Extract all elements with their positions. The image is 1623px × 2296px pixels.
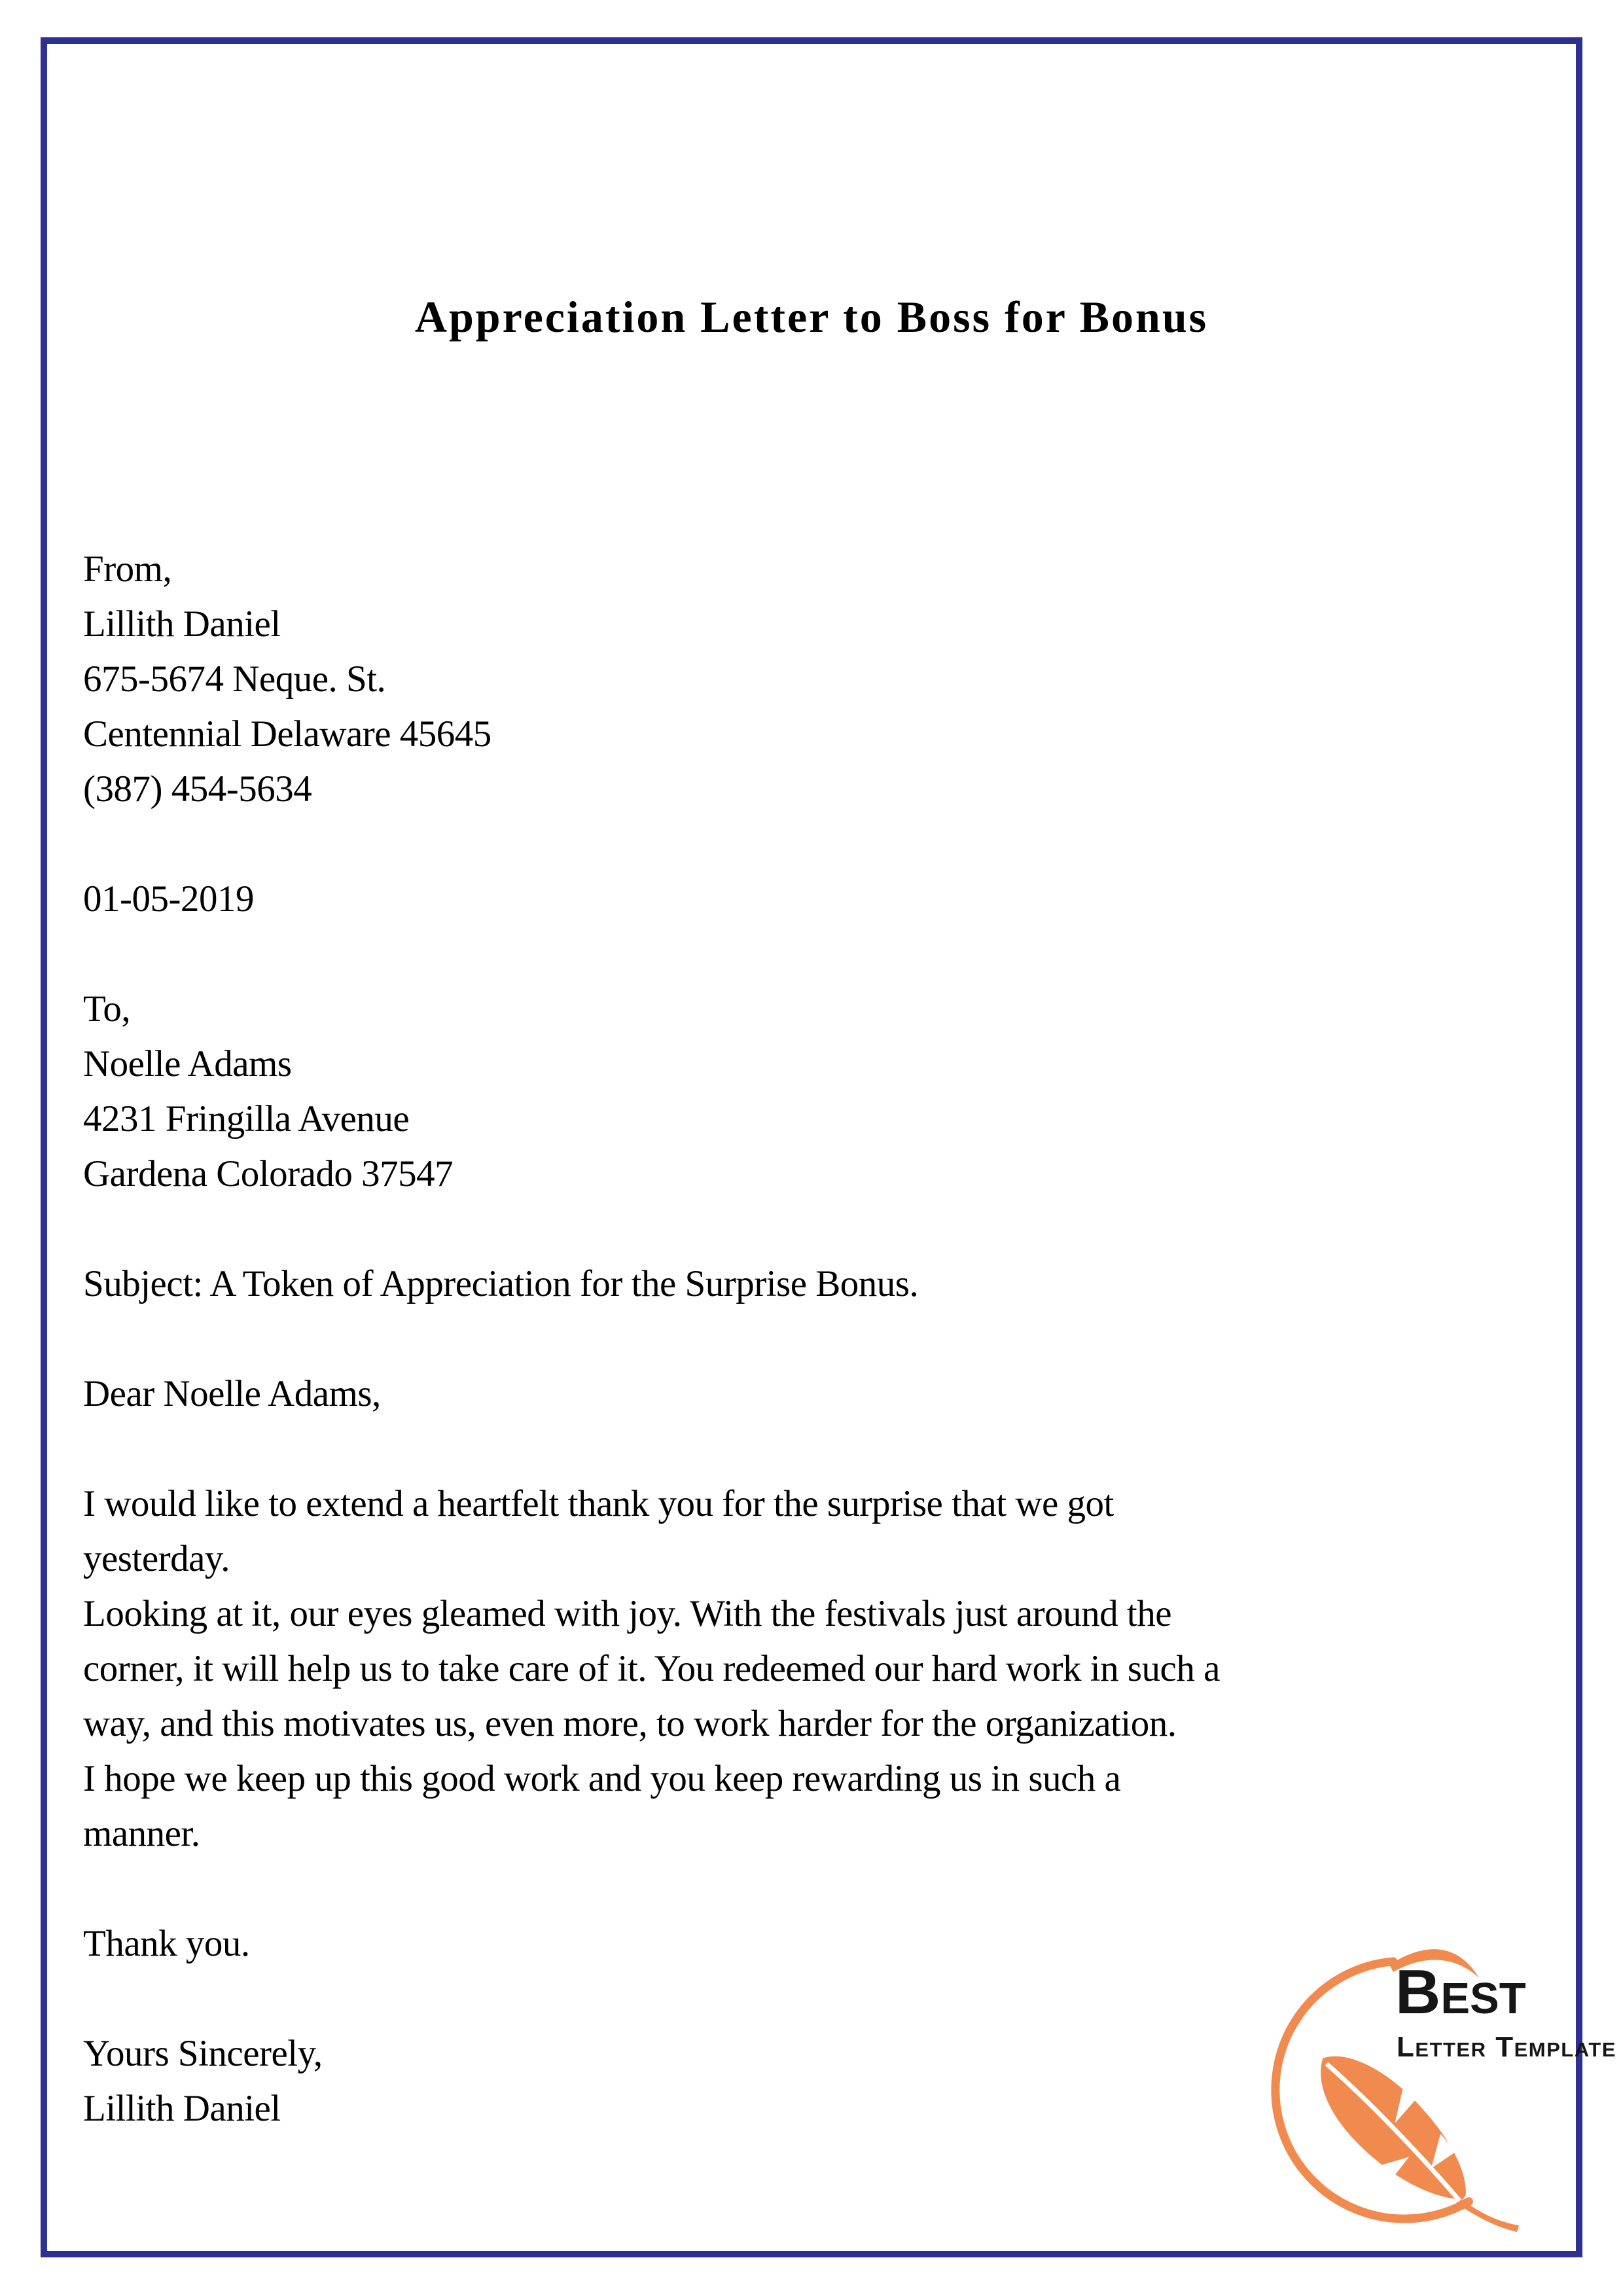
feather-icon [1298, 2032, 1530, 2265]
brand-tagline: Letter Template [1397, 2031, 1616, 2063]
spacer [83, 927, 1569, 982]
spacer [83, 1202, 1569, 1257]
letter-content [83, 542, 1569, 2136]
brand-logo [1230, 1937, 1616, 2265]
body-line: manner. [83, 1813, 200, 1854]
from-label: From, [83, 548, 172, 590]
sender-city: Centennial Delaware 45645 [83, 713, 491, 755]
recipient-name: Noelle Adams [83, 1043, 292, 1085]
body-line: Looking at it, our eyes gleamed with joy. With the festivals just around the [83, 1593, 1172, 1634]
subject-line: Subject: A Token of Appreciation for the Surprise Bonus. [83, 1263, 919, 1304]
spacer [83, 817, 1569, 872]
sender-name: Lillith Daniel [83, 603, 281, 645]
spacer [83, 1861, 1569, 1916]
thanks-line: Thank you. [83, 1923, 250, 1964]
letter-date: 01-05-2019 [83, 878, 254, 920]
sender-phone: (387) 454-5634 [83, 768, 312, 810]
body-line: corner, it will help us to take care of it. You redeemed our hard work in such a [83, 1648, 1220, 1689]
body-line: I would like to extend a heartfelt thank you for the surprise that we got [83, 1483, 1114, 1524]
spacer [83, 1312, 1569, 1367]
spacer [83, 1422, 1569, 1477]
recipient-street: 4231 Fringilla Avenue [83, 1098, 410, 1139]
body-line: way, and this motivates us, even more, to work harder for the organization. [83, 1703, 1177, 1744]
body-line: I hope we keep up this good work and you keep rewarding us in such a [83, 1758, 1121, 1799]
body-line: yesterday. [83, 1538, 230, 1579]
page-title: Appreciation Letter to Boss for Bonus [414, 292, 1209, 342]
salutation: Dear Noelle Adams, [83, 1373, 381, 1414]
closing-line: Yours Sincerely, [83, 2033, 323, 2074]
brand-name: Best [1395, 1957, 1526, 2027]
to-label: To, [83, 988, 131, 1030]
signature-name: Lillith Daniel [83, 2088, 281, 2129]
sender-street: 675-5674 Neque. St. [83, 658, 386, 700]
recipient-city: Gardena Colorado 37547 [83, 1153, 454, 1194]
